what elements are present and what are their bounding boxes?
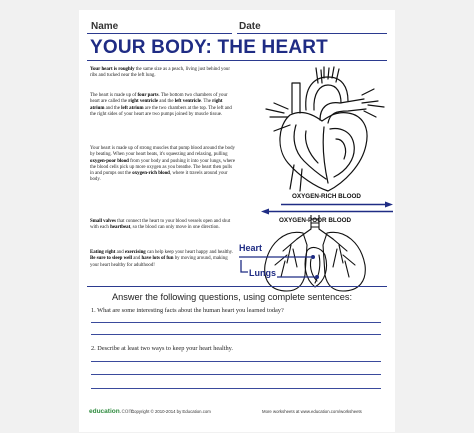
oxygen-rich-label: OXYGEN-RICH BLOOD: [292, 193, 361, 200]
bold-text: four parts: [137, 93, 159, 98]
lungs-pointer-line: [277, 274, 321, 280]
bold-text: right atrium: [90, 99, 223, 111]
oxygen-poor-arrow: [259, 208, 395, 215]
bold-text: oxygen-rich blood: [132, 171, 170, 177]
body-text: The heart is made up of: [90, 93, 138, 98]
date-label: Date: [239, 21, 261, 32]
bold-text: right ventricle: [128, 99, 159, 105]
copyright-text: Copyright © 2010-2014 by Education.com: [131, 409, 211, 414]
body-text: from your body and pushing it into your lungs, where the blood cells pick up more oxygen as you breathe. The heart then pulls in and pumps out the: [90, 158, 235, 177]
bold-text: heartbeat: [110, 225, 131, 231]
body-text: . The: [200, 99, 213, 105]
body-text: and the: [158, 99, 175, 105]
bold-text: left ventricle: [174, 99, 201, 105]
more-worksheets-text: More worksheets at www.education.com/worksheets: [262, 409, 362, 414]
body-text: by moving around, making your heart healthy for adulthood!: [90, 256, 228, 268]
bold-text: Small valves: [90, 219, 116, 224]
paragraph-size: [90, 67, 236, 80]
section-divider: [87, 286, 387, 287]
bold-text: exercising: [124, 250, 146, 255]
oxygen-rich-arrow: [279, 201, 395, 208]
answer-line-1a[interactable]: [91, 322, 381, 323]
lungs-pointer-bracket: [237, 260, 249, 276]
date-line: [237, 33, 387, 34]
answer-line-2b[interactable]: [91, 374, 381, 375]
body-text: and the: [104, 105, 122, 111]
body-text: and: [115, 250, 125, 255]
bold-text: left atrium: [121, 105, 144, 111]
body-text: , where it travels around your body.: [90, 171, 228, 183]
body-text: Your heart is made up of strong muscles that pump blood around the body by beating. When your heart beats, it's squeezing and relaxing, pulling: [90, 146, 235, 158]
paragraph-healthy: [90, 250, 236, 269]
heart-illustration: [244, 65, 394, 195]
body-text: the same size as a peach, living just behind your ribs and tucked near the left lung.: [90, 67, 231, 79]
bold-text: oxygen-poor blood: [90, 158, 129, 164]
bold-text: Be sure to sleep well: [90, 256, 133, 262]
questions-instruction: Answer the following questions, using complete sentences:: [112, 292, 353, 302]
question-1: 1. What are some interesting facts about the human heart you learned today?: [91, 307, 284, 314]
bold-text: Eating right: [90, 250, 116, 255]
title-underline: [87, 60, 387, 61]
paragraph-parts: [90, 93, 236, 118]
answer-line-2a[interactable]: [91, 361, 381, 362]
lungs-label: Lungs: [249, 268, 276, 278]
heart-pointer-line: [239, 254, 317, 260]
body-text: and: [132, 256, 142, 262]
question-2: 2. Describe at least two ways to keep your heart healthy.: [91, 345, 233, 352]
education-logo: [89, 408, 134, 415]
body-text: can help keep your heart happy and healthy.: [145, 250, 234, 255]
worksheet-page: [79, 10, 395, 432]
oxygen-poor-label: OXYGEN-POOR BLOOD: [279, 217, 352, 224]
body-text: are the two chambers at the top. The left and the right sides of your heart are two pumps joined by muscle tissue.: [90, 105, 232, 117]
page-title: YOUR BODY: THE HEART: [90, 37, 328, 58]
name-line: [87, 33, 232, 34]
logo-text: education: [89, 408, 120, 415]
bold-text: Your heart is roughly: [90, 67, 135, 72]
body-text: . The bottom two chambers of your heart are called the: [90, 93, 228, 105]
body-text: , so the blood can only move in one direction.: [130, 225, 220, 231]
body-text: that connect the heart to your blood vessels open and shut with each: [90, 219, 231, 231]
heart-label: Heart: [239, 243, 263, 253]
name-label: Name: [91, 21, 119, 32]
bold-text: have lots of fun: [141, 256, 174, 262]
paragraph-valves: [90, 219, 236, 232]
logo-domain: .com: [119, 408, 134, 415]
answer-line-1b[interactable]: [91, 334, 381, 335]
answer-line-2c[interactable]: [91, 388, 381, 389]
paragraph-pumping: [90, 146, 236, 184]
